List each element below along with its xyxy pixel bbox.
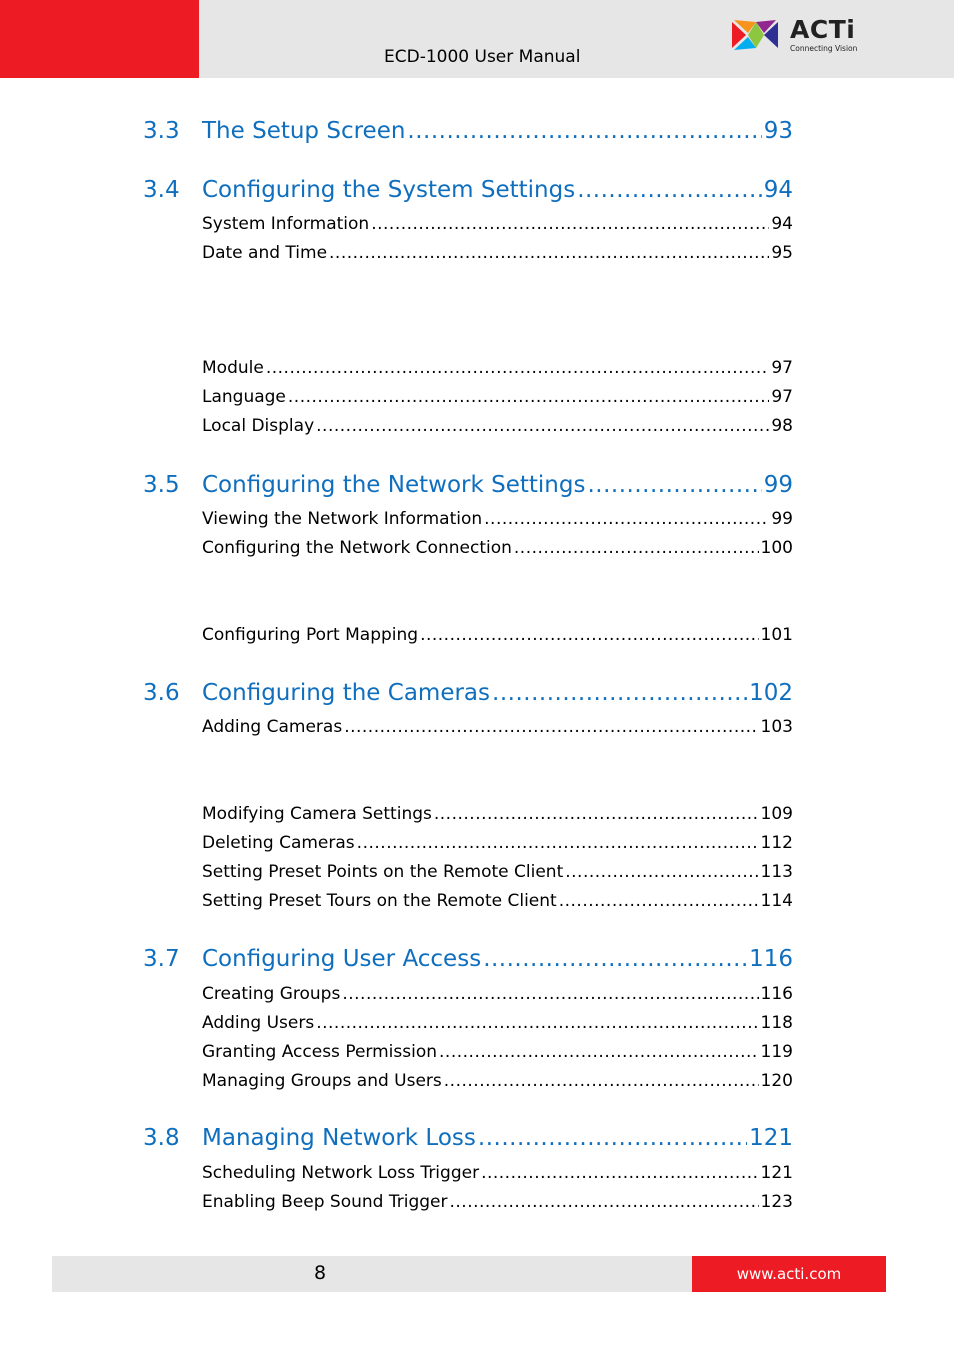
entry-page: 98 — [771, 416, 793, 436]
toc-section[interactable] — [143, 115, 793, 147]
toc-entry[interactable] — [202, 1162, 793, 1184]
header-accent-block — [0, 0, 199, 78]
section-page: 94 — [763, 177, 793, 203]
entry-label: Configuring the Network Connection — [202, 538, 512, 558]
toc-section[interactable] — [143, 1122, 793, 1154]
entry-label: Local Display — [202, 416, 315, 436]
entry-label: Managing Groups and Users — [202, 1071, 442, 1091]
leader-dots — [316, 415, 769, 437]
section-title: Configuring the System Settings — [202, 177, 576, 203]
section-title: Configuring the Cameras — [202, 680, 491, 706]
entry-page: 123 — [760, 1192, 793, 1212]
leader-dots — [342, 983, 758, 1005]
document-title: ECD-1000 User Manual — [384, 47, 581, 67]
entry-label: Date and Time — [202, 243, 328, 263]
entry-page: 119 — [760, 1042, 793, 1062]
entry-page: 120 — [760, 1071, 793, 1091]
entry-page: 99 — [771, 509, 793, 529]
section-number: 3.8 — [143, 1125, 180, 1151]
entry-label: Adding Users — [202, 1013, 315, 1033]
logo-tagline: Connecting Vision — [790, 44, 858, 53]
toc-entry[interactable] — [202, 1012, 793, 1034]
section-page: 102 — [749, 680, 793, 706]
leader-dots — [444, 1070, 759, 1092]
entry-page: 114 — [760, 891, 793, 911]
leader-dots — [483, 943, 747, 975]
leader-dots — [449, 1191, 758, 1213]
toc-entry[interactable] — [202, 890, 793, 912]
leader-dots — [371, 213, 769, 235]
entry-label: Language — [202, 387, 286, 407]
entry-page: 94 — [771, 214, 793, 234]
entry-page: 118 — [760, 1013, 793, 1033]
entry-label: Setting Preset Tours on the Remote Client — [202, 891, 557, 911]
entry-label: Module — [202, 358, 264, 378]
entry-label: Setting Preset Points on the Remote Client — [202, 862, 564, 882]
entry-page: 116 — [760, 984, 793, 1004]
toc-entry[interactable] — [202, 508, 793, 530]
leader-dots — [434, 803, 759, 825]
leader-dots — [288, 386, 769, 408]
leader-dots — [565, 861, 758, 883]
section-title: Configuring User Access — [202, 946, 482, 972]
leader-dots — [478, 1122, 747, 1154]
toc-entry[interactable] — [202, 386, 793, 408]
toc-entry[interactable] — [202, 832, 793, 854]
section-page: 99 — [763, 472, 793, 498]
entry-label: Modifying Camera Settings — [202, 804, 432, 824]
toc-section[interactable] — [143, 174, 793, 206]
entry-page: 97 — [771, 358, 793, 378]
leader-dots — [484, 508, 769, 530]
leader-dots — [316, 1012, 758, 1034]
section-page: 93 — [763, 118, 793, 144]
leader-dots — [577, 174, 762, 206]
entry-page: 112 — [760, 833, 793, 853]
leader-dots — [492, 677, 747, 709]
toc-entry[interactable] — [202, 861, 793, 883]
leader-dots — [357, 832, 759, 854]
entry-page: 101 — [760, 625, 793, 645]
section-page: 121 — [749, 1125, 793, 1151]
entry-label: Granting Access Permission — [202, 1042, 438, 1062]
toc-entry[interactable] — [202, 415, 793, 437]
toc-entry[interactable] — [202, 1041, 793, 1063]
acti-logo — [732, 15, 872, 58]
entry-page: 100 — [760, 538, 793, 558]
acti-logo-icon — [732, 18, 780, 52]
entry-page: 97 — [771, 387, 793, 407]
leader-dots — [266, 357, 770, 379]
leader-dots — [344, 716, 758, 738]
toc-entry[interactable] — [202, 1191, 793, 1213]
leader-dots — [407, 115, 761, 147]
section-number: 3.3 — [143, 118, 180, 144]
section-title: Configuring the Network Settings — [202, 472, 586, 498]
toc-entry[interactable] — [202, 803, 793, 825]
entry-page: 121 — [760, 1163, 793, 1183]
toc-entry[interactable] — [202, 1070, 793, 1092]
toc-section[interactable] — [143, 677, 793, 709]
toc-entry[interactable] — [202, 213, 793, 235]
toc-entry[interactable] — [202, 537, 793, 559]
entry-label: Enabling Beep Sound Trigger — [202, 1192, 448, 1212]
entry-page: 109 — [760, 804, 793, 824]
section-number: 3.5 — [143, 472, 180, 498]
section-title: Managing Network Loss — [202, 1125, 476, 1151]
toc-entry[interactable] — [202, 983, 793, 1005]
toc-section[interactable] — [143, 943, 793, 975]
section-number: 3.7 — [143, 946, 180, 972]
section-title: The Setup Screen — [202, 118, 406, 144]
toc-section[interactable] — [143, 469, 793, 501]
entry-label: Scheduling Network Loss Trigger — [202, 1163, 480, 1183]
leader-dots — [420, 624, 758, 646]
website-link[interactable]: www.acti.com — [692, 1256, 886, 1292]
leader-dots — [587, 469, 761, 501]
entry-page: 113 — [760, 862, 793, 882]
leader-dots — [329, 242, 769, 264]
page-number: 8 — [313, 1262, 327, 1284]
entry-label: Deleting Cameras — [202, 833, 355, 853]
leader-dots — [559, 890, 759, 912]
section-number: 3.6 — [143, 680, 180, 706]
entry-page: 103 — [760, 717, 793, 737]
entry-label: Configuring Port Mapping — [202, 625, 419, 645]
entry-label: Creating Groups — [202, 984, 341, 1004]
section-page: 116 — [749, 946, 793, 972]
toc-entry[interactable] — [202, 357, 793, 379]
leader-dots — [481, 1162, 758, 1184]
leader-dots — [514, 537, 759, 559]
toc-entry[interactable] — [202, 716, 793, 738]
toc-entry[interactable] — [202, 242, 793, 264]
section-number: 3.4 — [143, 177, 180, 203]
entry-label: Adding Cameras — [202, 717, 343, 737]
entry-page: 95 — [771, 243, 793, 263]
toc-entry[interactable] — [202, 624, 793, 646]
entry-label: Viewing the Network Information — [202, 509, 483, 529]
entry-label: System Information — [202, 214, 370, 234]
logo-wordmark: ACTi — [790, 15, 856, 44]
leader-dots — [439, 1041, 759, 1063]
